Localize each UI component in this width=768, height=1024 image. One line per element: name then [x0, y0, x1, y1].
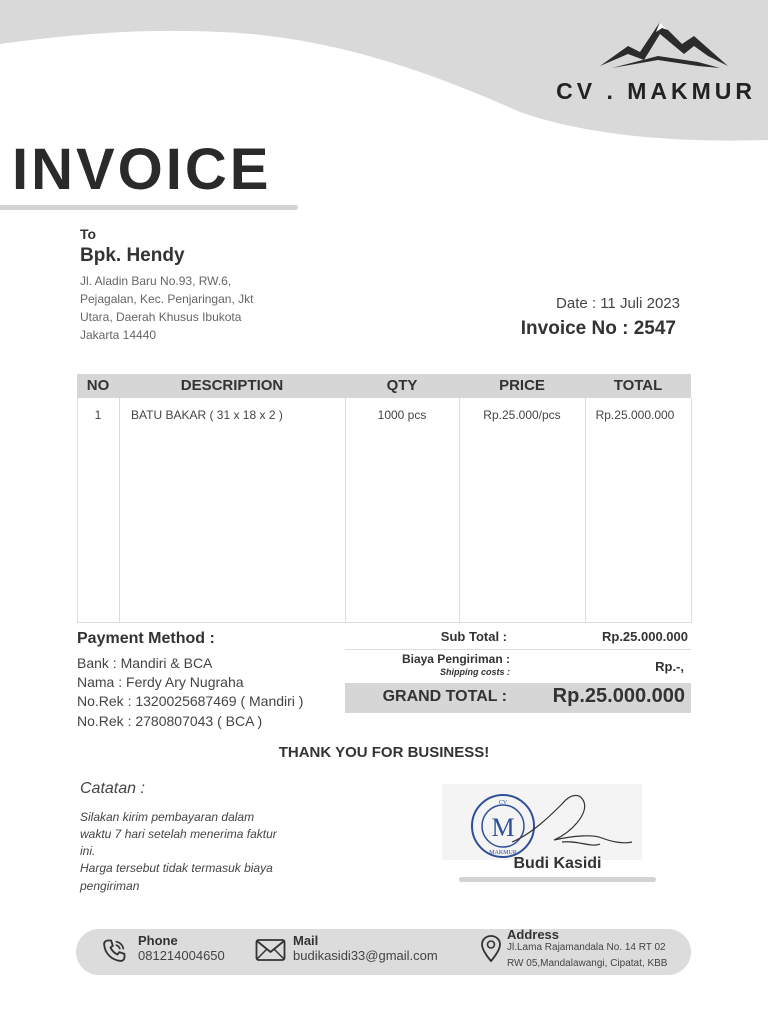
- shipping-sublabel: Shipping costs :: [439, 667, 510, 677]
- signer-name: Budi Kasidi: [513, 855, 602, 872]
- title-underline: [0, 205, 298, 210]
- summary-divider: [345, 649, 691, 650]
- payment-line: No.Rek : 2780807043 ( BCA ): [77, 713, 263, 729]
- client-address-line: Jakarta 14440: [80, 328, 157, 342]
- location-pin-icon: [480, 934, 502, 964]
- note-line: waktu 7 hari setelah menerima faktur: [80, 827, 277, 841]
- subtotal-value: Rp.25.000.000: [601, 629, 688, 644]
- mail-label: Mail: [293, 933, 319, 948]
- invoice-number: Invoice No : 2547: [520, 318, 676, 339]
- row-description: BATU BAKAR ( 31 x 18 x 2 ): [131, 408, 283, 422]
- payment-line: Nama : Ferdy Ary Nugraha: [77, 674, 244, 690]
- row-total: Rp.25.000.000: [595, 408, 675, 422]
- column-header-description: DESCRIPTION: [180, 377, 284, 394]
- client-address-line: Pejagalan, Kec. Penjaringan, Jkt: [80, 292, 254, 306]
- mail-icon: [255, 938, 286, 962]
- grand-total-label: GRAND TOTAL :: [382, 688, 507, 705]
- payment-line: Bank : Mandiri & BCA: [77, 655, 213, 671]
- note-line: ini.: [80, 844, 96, 858]
- shipping-label: Biaya Pengiriman :: [401, 652, 510, 666]
- company-stamp: [442, 784, 642, 860]
- note-line: Harga tersebut tidak termasuk biaya: [80, 861, 273, 875]
- column-header-qty: QTY: [386, 377, 418, 394]
- address-line: RW 05,Mandalawangi, Cipatat, KBB: [507, 958, 668, 969]
- note-line: Silakan kirim pembayaran dalam: [80, 810, 255, 824]
- signature-line: [459, 877, 656, 882]
- stamp-bottom-text: MAKMUR: [489, 850, 517, 856]
- table-body: [77, 398, 692, 623]
- stamp-top-text: CV: [498, 800, 508, 806]
- client-name: Bpk. Hendy: [80, 245, 185, 266]
- notes-title: Catatan :: [80, 780, 145, 797]
- address-label: Address: [507, 927, 560, 942]
- to-label: To: [80, 226, 97, 242]
- column-header-price: PRICE: [499, 377, 545, 394]
- invoice-title: INVOICE: [12, 137, 272, 202]
- shipping-value: Rp.-,: [655, 659, 684, 674]
- row-qty: 1000 pcs: [377, 408, 427, 422]
- column-header-no: NO: [86, 377, 110, 394]
- column-divider: [459, 398, 460, 622]
- subtotal-label: Sub Total :: [440, 629, 507, 644]
- column-header-total: TOTAL: [613, 377, 663, 394]
- column-divider: [345, 398, 346, 622]
- row-price: Rp.25.000/pcs: [483, 408, 561, 422]
- phone-label: Phone: [138, 933, 178, 948]
- stamp-letter: M: [491, 813, 515, 842]
- phone-value[interactable]: 081214004650: [138, 948, 225, 963]
- phone-icon: [100, 937, 128, 965]
- thank-you-message: THANK YOU FOR BUSINESS!: [278, 744, 490, 761]
- invoice-date: Date : 11 Juli 2023: [556, 295, 680, 312]
- column-divider: [119, 398, 120, 622]
- note-line: pengiriman: [80, 879, 140, 893]
- client-address-line: Utara, Daerah Khusus Ibukota: [80, 310, 242, 324]
- payment-method-title: Payment Method :: [77, 630, 215, 647]
- column-divider: [585, 398, 586, 622]
- company-name: CV . MAKMUR: [556, 78, 756, 104]
- client-address-line: Jl. Aladin Baru No.93, RW.6,: [80, 274, 232, 288]
- row-no: 1: [94, 408, 102, 422]
- mountain-logo-icon: [598, 16, 730, 72]
- grand-total-value: Rp.25.000.000: [552, 685, 685, 707]
- payment-line: No.Rek : 1320025687469 ( Mandiri ): [77, 693, 304, 709]
- mail-value[interactable]: budikasidi33@gmail.com: [293, 948, 438, 963]
- address-line: Jl.Lama Rajamandala No. 14 RT 02: [507, 942, 666, 953]
